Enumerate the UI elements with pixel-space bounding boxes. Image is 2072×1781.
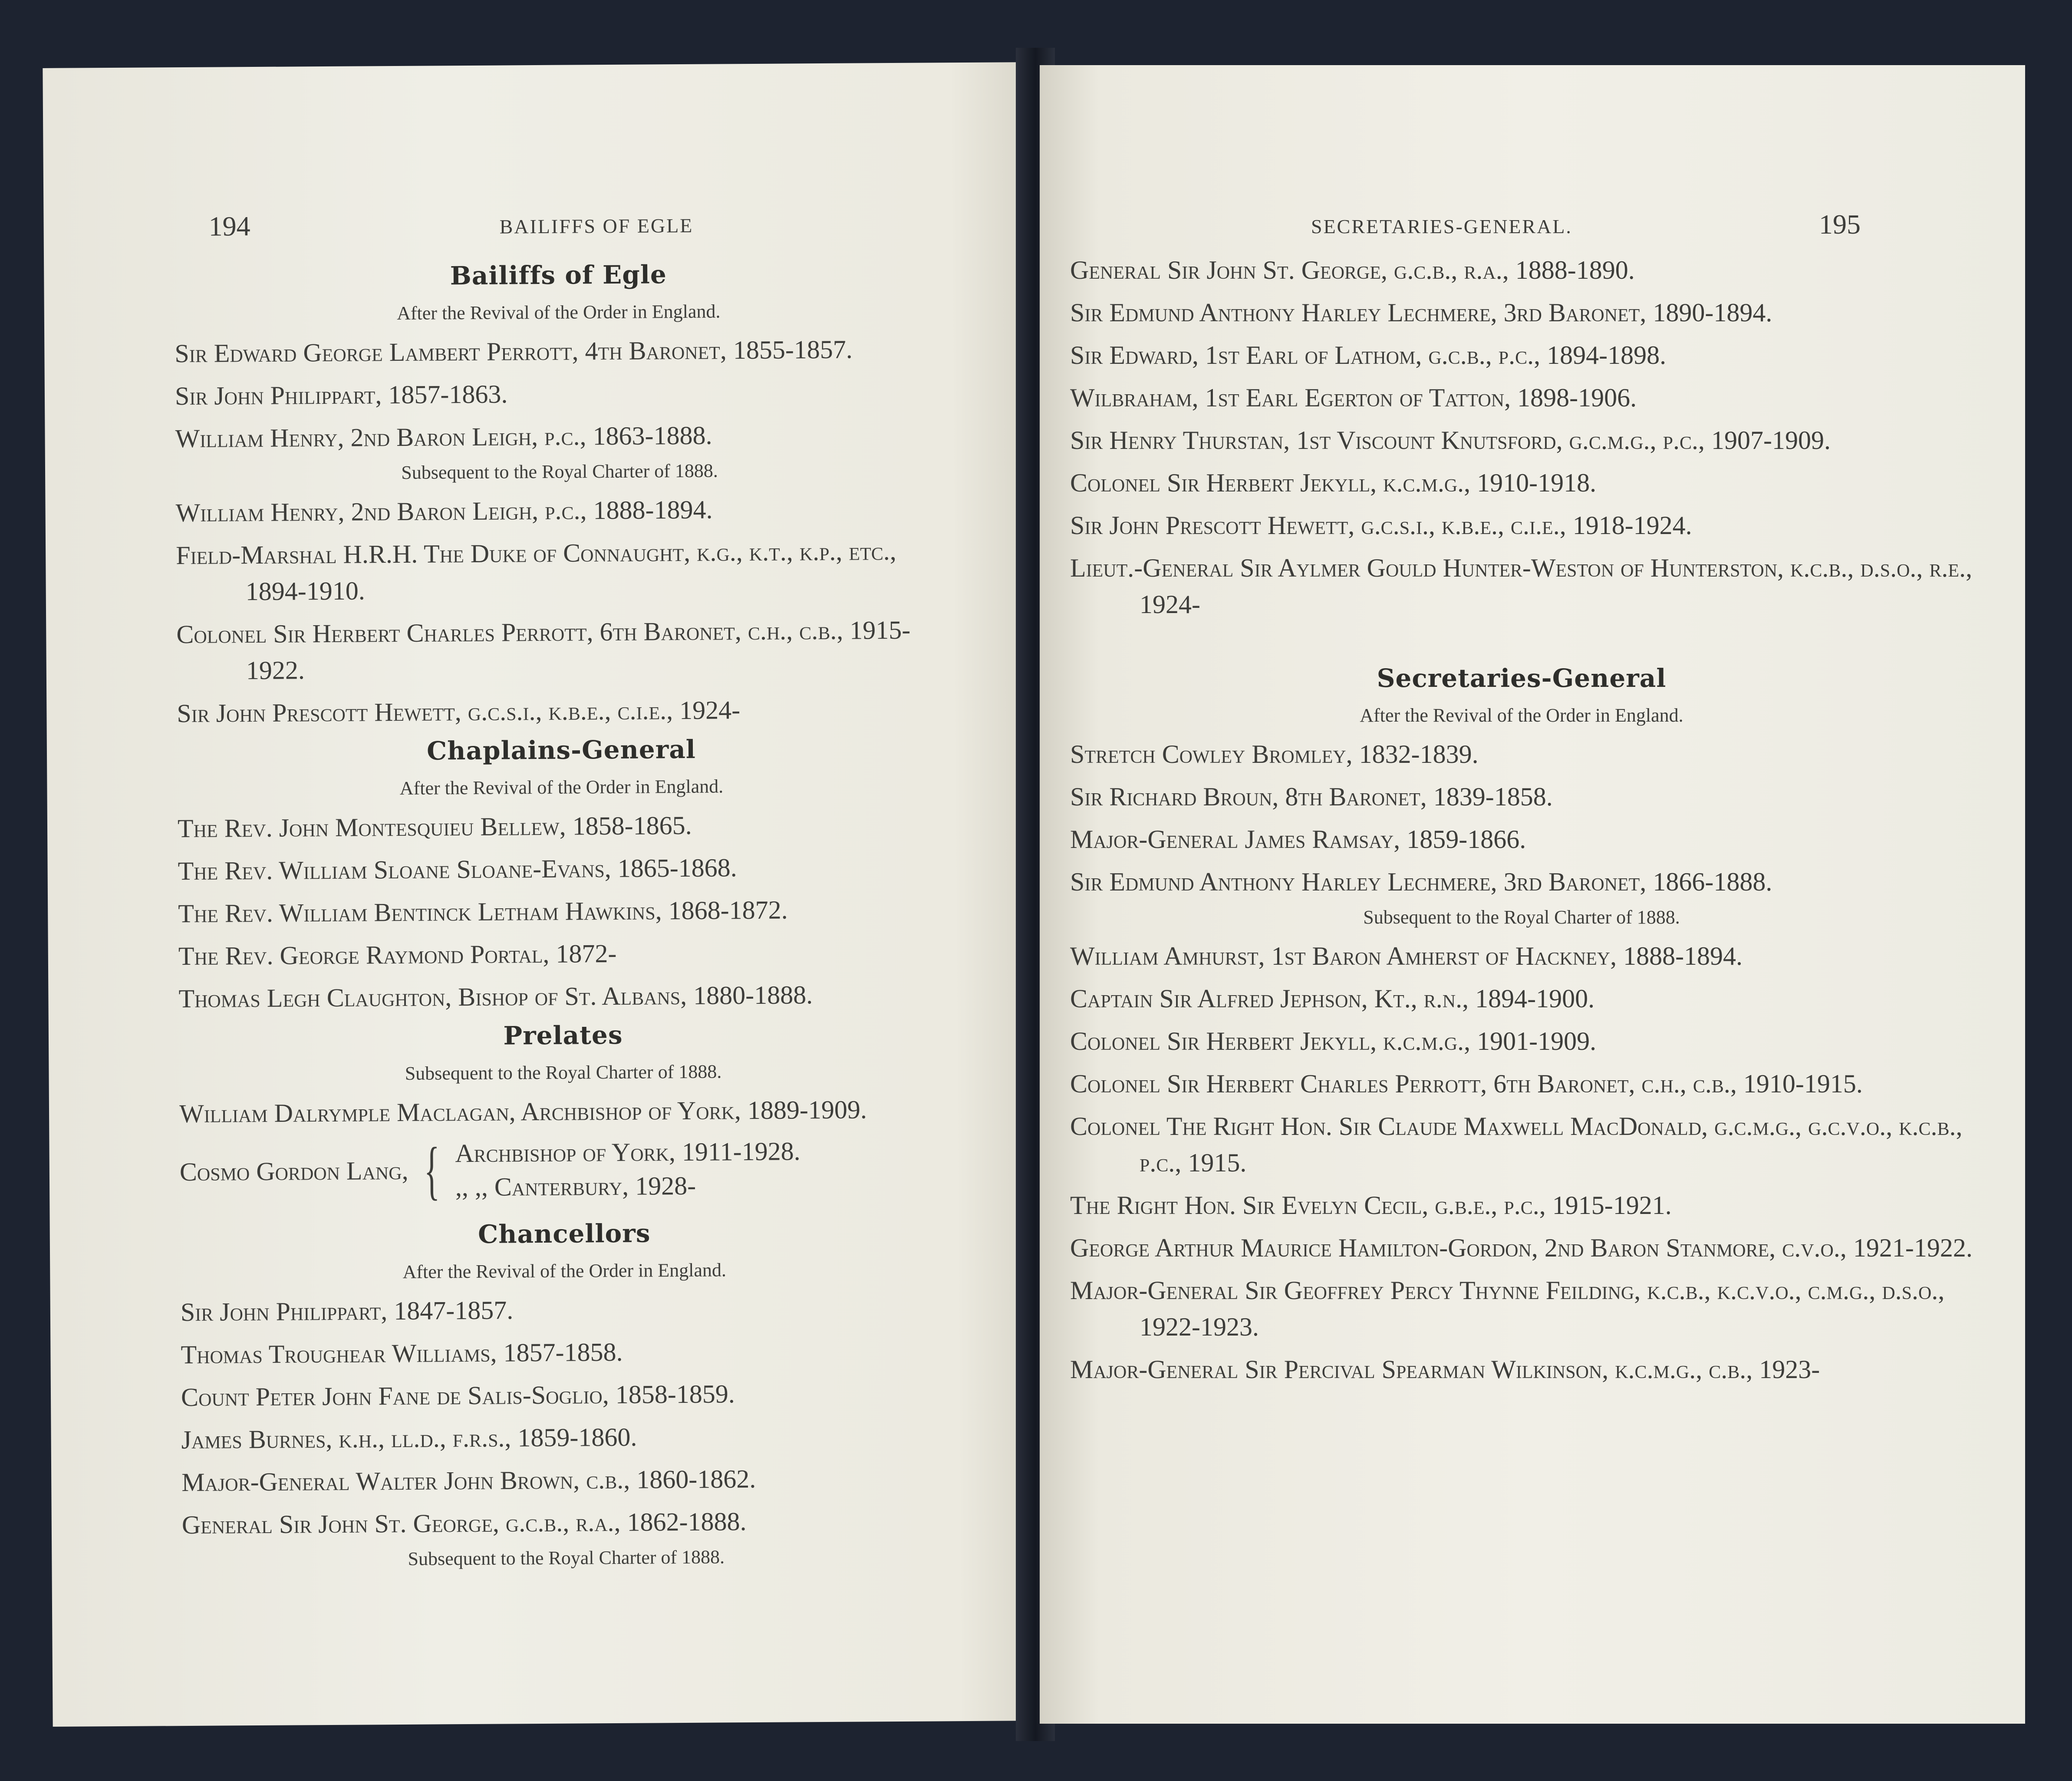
section-title-chancellors: Chancellors: [478, 1218, 651, 1249]
list-item: Field-Marshal H.R.H. The Duke of Connaught, k.g., k.t., k.p., etc., 1894-1910.: [176, 536, 896, 606]
list-item: Sir John Philippart, 1847-1857.: [180, 1296, 514, 1327]
list-item: William Henry, 2nd Baron Leigh, p.c., 1888-1894.: [175, 495, 713, 528]
section-title-prelates: Prelates: [503, 1020, 623, 1051]
list-item: William Dalrymple Maclagan, Archbishop of York, 1889-1909.: [179, 1095, 867, 1128]
brace-glyph: {: [424, 1134, 440, 1207]
section-note: After the Revival of the Order in England.: [402, 1259, 727, 1283]
list-item: The Rev. William Sloane Sloane-Evans, 1865-1868.: [178, 853, 737, 886]
list-item: Sir Edward, 1st Earl of Lathom, g.c.b., p.c., 1894-1898.: [1070, 341, 1667, 369]
page-number: 195: [1819, 209, 1861, 240]
section-note: Subsequent to the Royal Charter of 1888.: [401, 460, 718, 483]
list-item: The Rev. John Montesquieu Bellew, 1858-1865.: [177, 811, 692, 843]
list-item: The Rev. George Raymond Portal, 1872-: [178, 939, 617, 971]
lang-lines: [455, 1134, 800, 1204]
list-item: Colonel The Right Hon. Sir Claude Maxwell MacDonald, g.c.m.g., g.c.v.o., k.c.b., p.c., 1915.: [1070, 1112, 1963, 1177]
list-item: Major-General Walter John Brown, c.b., 1860-1862.: [181, 1464, 756, 1497]
section-title-secretaries: Secretaries-General: [1377, 663, 1667, 693]
section-note: Subsequent to the Royal Charter of 1888.: [408, 1546, 725, 1570]
list-item: George Arthur Maurice Hamilton-Gordon, 2nd Baron Stanmore, c.v.o., 1921-1922.: [1070, 1234, 1973, 1262]
list-item: Colonel Sir Herbert Charles Perrott, 6th Baronet, c.h., c.b., 1910-1915.: [1070, 1069, 1863, 1098]
page-number: 194: [208, 211, 250, 242]
list-item: Major-General James Ramsay, 1859-1866.: [1070, 825, 1526, 854]
section-note: Subsequent to the Royal Charter of 1888.: [405, 1061, 722, 1084]
list-item: Thomas Troughear Williams, 1857-1858.: [181, 1337, 623, 1369]
list-item: Count Peter John Fane de Salis-Soglio, 1858-1859.: [181, 1379, 735, 1412]
list-item: Wilbraham, 1st Earl Egerton of Tatton, 1898-1906.: [1070, 383, 1637, 412]
list-item: Major-General Sir Geoffrey Percy Thynne Feilding, k.c.b., k.c.v.o., c.m.g., d.s.o., 1922-1923.: [1070, 1276, 1945, 1341]
list-item: Sir Edmund Anthony Harley Lechmere, 3rd Baronet, 1866-1888.: [1070, 867, 1772, 896]
list-item: Colonel Sir Herbert Jekyll, k.c.m.g., 1901-1909.: [1070, 1027, 1597, 1055]
list-item: General Sir John St. George, g.c.b., r.a., 1888-1890.: [1070, 256, 1635, 284]
section-title-chaplains: Chaplains-General: [426, 734, 696, 766]
list-item: William Henry, 2nd Baron Leigh, p.c., 1863-1888.: [175, 421, 712, 453]
left-page-content: [174, 258, 951, 1581]
list-item: Sir Richard Broun, 8th Baronet, 1839-1858.: [1070, 782, 1553, 811]
list-item: Sir Edmund Anthony Harley Lechmere, 3rd Baronet, 1890-1894.: [1070, 298, 1772, 327]
section-note: After the Revival of the Order in England.: [1360, 705, 1683, 726]
list-item: General Sir John St. George, g.c.b., r.a., 1862-1888.: [181, 1507, 747, 1540]
list-item: Sir John Philippart, 1857-1863.: [175, 379, 508, 411]
lang-entry: [179, 1133, 948, 1206]
left-page: [43, 62, 1038, 1727]
list-item: Sir John Prescott Hewett, g.c.s.i., k.b.e., c.i.e., 1918-1924.: [1070, 511, 1692, 540]
running-head: BAILIFFS OF EGLE: [499, 214, 694, 238]
lang-name: Cosmo Gordon Lang,: [179, 1156, 408, 1186]
list-item: William Amhurst, 1st Baron Amherst of Hackney, 1888-1894.: [1070, 942, 1743, 970]
list-item: Sir Henry Thurstan, 1st Viscount Knutsford, g.c.m.g., p.c., 1907-1909.: [1070, 426, 1831, 455]
list-item: Stretch Cowley Bromley, 1832-1839.: [1070, 740, 1479, 768]
section-note: After the Revival of the Order in England.: [396, 300, 721, 324]
right-page-content: [1070, 252, 1973, 1394]
list-item: Colonel Sir Herbert Charles Perrott, 6th Baronet, c.h., c.b., 1915-1922.: [176, 615, 911, 685]
list-item: Thomas Legh Claughton, Bishop of St. Albans, 1880-1888.: [178, 980, 813, 1013]
lang-line: ,, ,, Canterbury, 1928-: [455, 1171, 696, 1202]
list-item: The Right Hon. Sir Evelyn Cecil, g.b.e., p.c., 1915-1921.: [1070, 1191, 1672, 1220]
list-item: Captain Sir Alfred Jephson, Kt., r.n., 1894-1900.: [1070, 984, 1595, 1013]
section-note: After the Revival of the Order in England.: [399, 775, 724, 799]
running-head: SECRETARIES-GENERAL.: [1311, 215, 1572, 237]
list-item: Lieut.-General Sir Aylmer Gould Hunter-Weston of Hunterston, k.c.b., d.s.o., r.e., 1924-: [1070, 554, 1973, 619]
list-item: Sir Edward George Lambert Perrott, 4th Baronet, 1855-1857.: [175, 335, 853, 368]
spacer: [1070, 629, 1973, 663]
section-note: Subsequent to the Royal Charter of 1888.: [1363, 907, 1680, 928]
lang-line: Archbishop of York, 1911-1928.: [455, 1137, 800, 1168]
list-item: Colonel Sir Herbert Jekyll, k.c.m.g., 1910-1918.: [1070, 468, 1597, 497]
right-page: [1040, 65, 2025, 1724]
section-title-bailiffs: Bailiffs of Egle: [450, 260, 667, 291]
list-item: James Burnes, k.h., ll.d., f.r.s., 1859-1860.: [181, 1422, 637, 1454]
list-item: Sir John Prescott Hewett, g.c.s.i., k.b.e., c.i.e., 1924-: [177, 696, 741, 728]
list-item: The Rev. William Bentinck Letham Hawkins, 1868-1872.: [178, 895, 788, 928]
list-item: Major-General Sir Percival Spearman Wilkinson, k.c.m.g., c.b., 1923-: [1070, 1355, 1820, 1384]
